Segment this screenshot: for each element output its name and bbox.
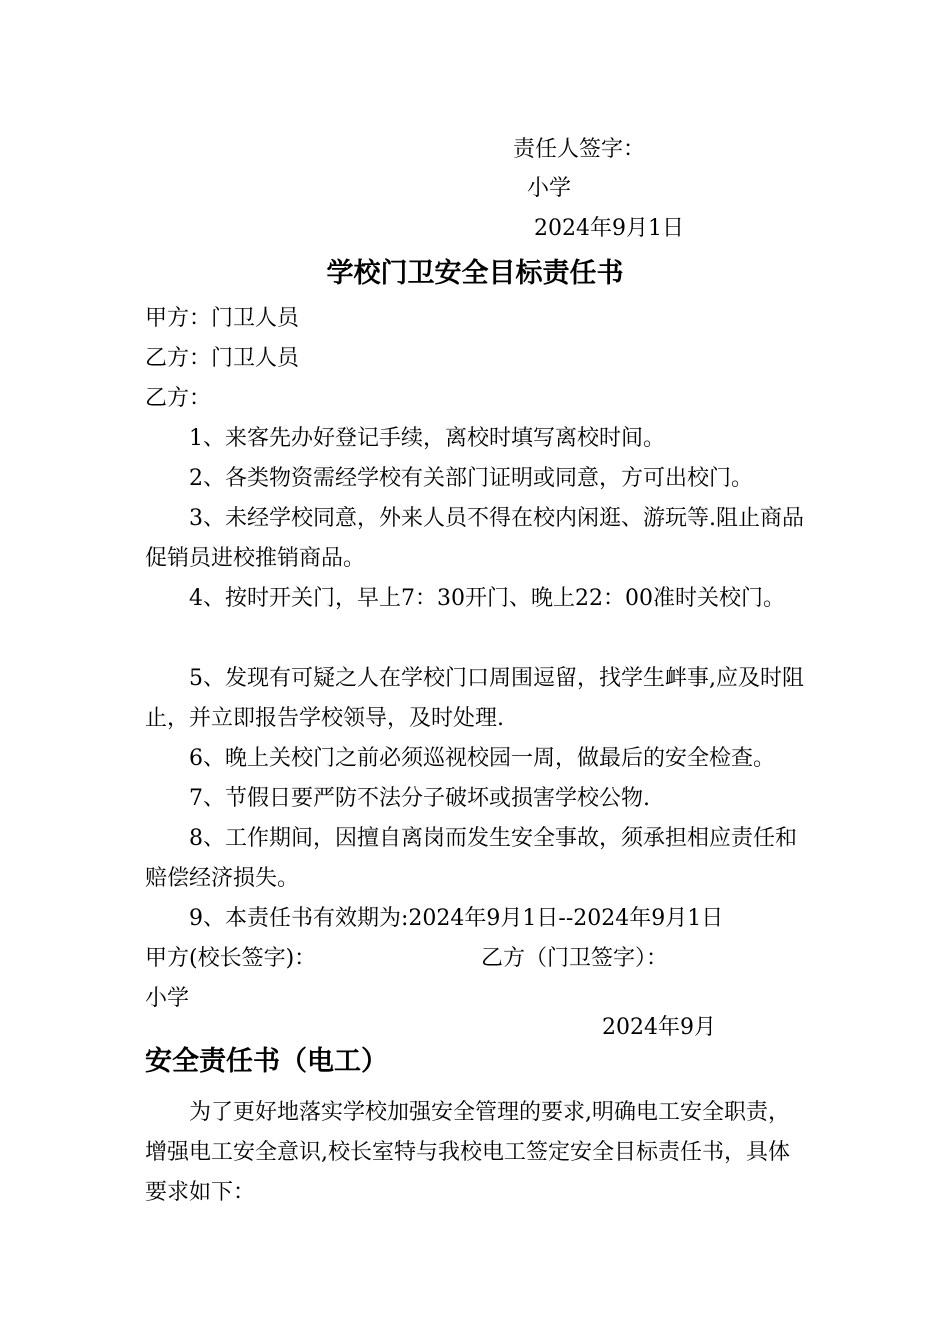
top-date: 2024年9月1日 <box>534 216 684 241</box>
signature-party-b: 乙方（门卫签字）： <box>481 946 669 971</box>
signature-party-a: 甲方(校长签字)： <box>145 946 317 971</box>
document-title: 学校门卫安全目标责任书 <box>326 258 624 289</box>
section-title-electrician: 安全责任书（电工） <box>145 1046 388 1077</box>
electrician-intro: 为了更好地落实学校加强安全管理的要求,明确电工安全职责，增强电工安全意识,校长室特与我校电工签定安全目标责任书，具体要求如下： <box>145 1100 790 1205</box>
rule-item-1: 1、来客先办好登记手续，离校时填写离校时间。 <box>189 426 665 451</box>
rule-item-2: 2、各类物资需经学校有关部门证明或同意，方可出校门。 <box>189 466 753 491</box>
rule-item-3: 3、未经学校同意，外来人员不得在校内闲逛、游玩等.阻止商品促销员进校推销商品。 <box>145 506 804 571</box>
rule-item-9: 9、本责任书有效期为:2024年9月1日--2024年9月1日 <box>189 906 724 931</box>
party-b: 乙方：门卫人员 <box>145 346 300 371</box>
rule-item-5: 5、发现有可疑之人在学校门口周围逗留，找学生衅事,应及时阻止，并立即报告学校领导，及时处理. <box>145 666 804 731</box>
party-a: 甲方：门卫人员 <box>145 306 300 331</box>
rule-item-8: 8、工作期间，因擅自离岗而发生安全事故，须承担相应责任和赔偿经济损失。 <box>145 826 797 891</box>
doc1-date: 2024年9月 <box>602 1015 716 1040</box>
doc1-school-name: 小学 <box>145 986 190 1011</box>
party-b-intro: 乙方： <box>145 386 212 411</box>
top-school-name: 小学 <box>527 176 572 201</box>
signer-label: 责任人签字： <box>513 137 646 162</box>
rule-item-6: 6、晚上关校门之前必须巡视校园一周，做最后的安全检查。 <box>189 746 775 771</box>
rule-item-7: 7、节假日要严防不法分子破坏或损害学校公物. <box>189 786 650 811</box>
rule-item-4: 4、按时开关门，早上7：30开门、晚上22：00准时关校门。 <box>189 586 785 611</box>
